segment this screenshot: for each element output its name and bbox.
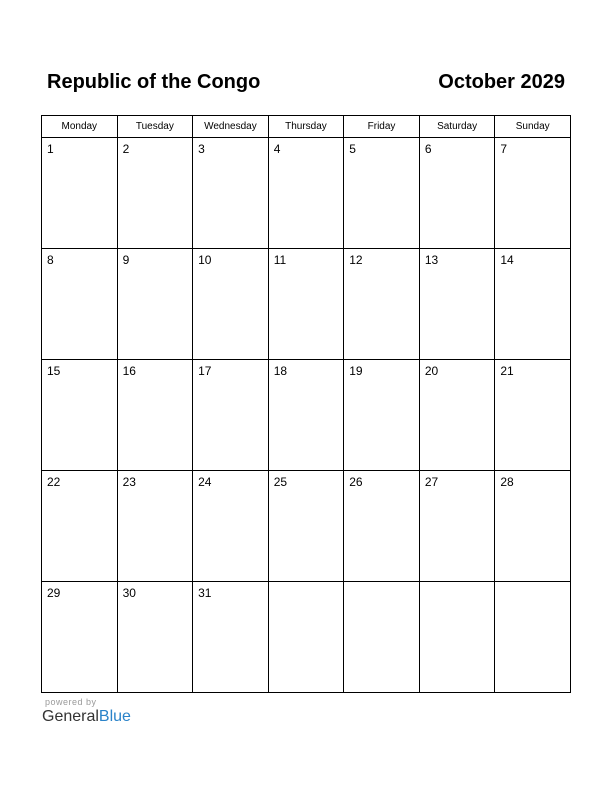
day-number: 31 (198, 586, 212, 600)
day-cell (117, 249, 193, 360)
day-cell (193, 249, 269, 360)
day-number: 22 (47, 475, 61, 489)
day-number: 28 (500, 475, 514, 489)
day-number: 7 (500, 142, 508, 156)
day-number: 3 (198, 142, 205, 156)
calendar-month-title: October 2029 (438, 71, 565, 93)
day-cell (42, 138, 118, 249)
day-cell (42, 360, 118, 471)
weekday-saturday: Saturday (419, 116, 495, 138)
day-cell (495, 360, 571, 471)
weekday-friday: Friday (344, 116, 420, 138)
day-number: 13 (424, 253, 439, 267)
day-cell (193, 471, 269, 582)
day-number: 19 (349, 364, 363, 378)
day-number: 12 (349, 253, 363, 267)
weekday-monday: Monday (42, 116, 118, 138)
day-cell (193, 360, 269, 471)
calendar-grid (41, 115, 571, 693)
day-cell (268, 138, 344, 249)
day-number: 5 (349, 142, 356, 156)
day-number: 4 (273, 142, 281, 156)
week-row-1 (42, 138, 571, 249)
day-number: 30 (122, 586, 136, 600)
powered-by-text: powered by (45, 697, 97, 707)
day-cell (117, 138, 193, 249)
day-cell (495, 249, 571, 360)
day-cell (193, 582, 269, 693)
weekday-sunday: Sunday (495, 116, 571, 138)
day-number: 29 (47, 586, 61, 600)
day-number: 6 (424, 142, 432, 156)
day-cell (419, 138, 495, 249)
day-number: 11 (273, 253, 287, 267)
day-cell (344, 138, 420, 249)
weekday-tuesday: Tuesday (117, 116, 193, 138)
day-number: 2 (122, 142, 130, 156)
week-row-5 (42, 582, 571, 693)
day-number: 8 (47, 253, 54, 267)
day-cell (268, 360, 344, 471)
day-number: 26 (349, 475, 363, 489)
day-number: 9 (122, 253, 130, 267)
week-row-3 (42, 360, 571, 471)
day-number: 17 (198, 364, 212, 378)
day-cell (419, 249, 495, 360)
weekday-thursday: Thursday (268, 116, 344, 138)
day-number: 10 (198, 253, 212, 267)
day-number: 15 (47, 364, 61, 378)
day-cell (344, 360, 420, 471)
week-row-4 (42, 471, 571, 582)
week-row-2 (42, 249, 571, 360)
day-cell (344, 582, 420, 693)
brand-blue: Blue (98, 708, 131, 725)
day-cell (495, 138, 571, 249)
day-number: 25 (273, 475, 288, 489)
weekday-wednesday: Wednesday (193, 116, 269, 138)
day-number: 21 (500, 364, 514, 378)
day-number: 23 (122, 475, 136, 489)
calendar-country-title: Republic of the Congo (47, 71, 261, 93)
day-cell (344, 249, 420, 360)
day-number (420, 582, 495, 586)
generalblue-footer (42, 697, 131, 726)
day-cell (117, 471, 193, 582)
day-cell (268, 249, 344, 360)
day-cell (42, 249, 118, 360)
weekday-header-row (42, 116, 571, 138)
day-number: 14 (500, 253, 514, 267)
day-cell (117, 360, 193, 471)
day-cell (268, 582, 344, 693)
day-cell (419, 582, 495, 693)
day-cell (268, 471, 344, 582)
day-cell (193, 138, 269, 249)
day-number: 16 (122, 364, 136, 378)
day-number: 24 (198, 475, 212, 489)
brand-general: General (42, 708, 99, 725)
day-number (269, 582, 344, 586)
day-cell (495, 582, 571, 693)
day-number (344, 582, 419, 586)
day-number: 20 (424, 364, 439, 378)
day-number: 27 (424, 475, 439, 489)
day-cell (42, 582, 118, 693)
day-cell (419, 360, 495, 471)
day-cell (117, 582, 193, 693)
day-number (495, 582, 570, 586)
day-number: 1 (47, 142, 54, 156)
day-cell (419, 471, 495, 582)
day-cell (344, 471, 420, 582)
day-cell (495, 471, 571, 582)
generalblue-logo (42, 708, 131, 726)
day-number: 18 (273, 364, 288, 378)
day-cell (42, 471, 118, 582)
